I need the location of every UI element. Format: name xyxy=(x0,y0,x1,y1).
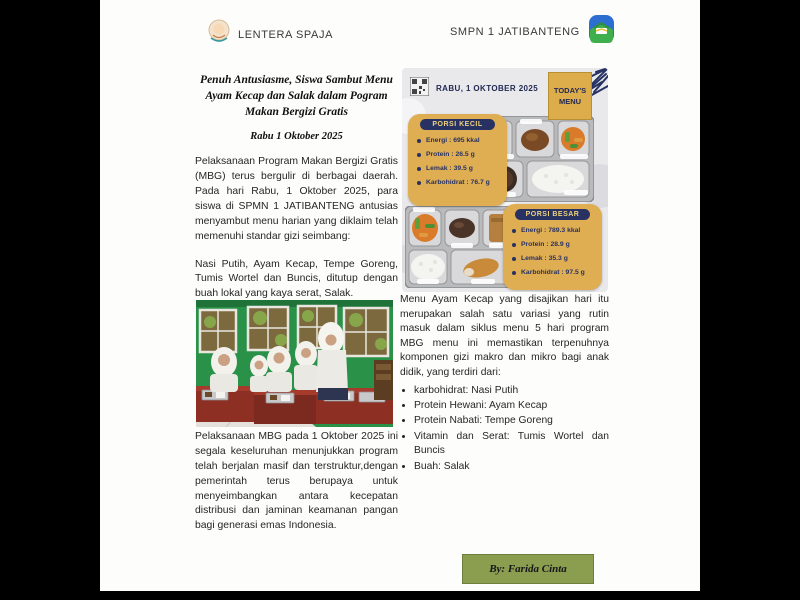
nutrition-row xyxy=(509,255,596,262)
list-item: • karbohidrat: Nasi Putih xyxy=(414,384,609,398)
bullet-dot-icon xyxy=(512,271,516,275)
header-right xyxy=(450,14,615,49)
newsletter-page xyxy=(100,0,700,591)
nutrition-row xyxy=(414,137,501,144)
list-item: • Vitamin dan Serat: Tumis Wortel dan Buncis xyxy=(414,430,609,459)
bullet-dot-icon xyxy=(512,229,516,233)
nutrition-row xyxy=(509,227,596,234)
left-column-bottom xyxy=(195,430,398,545)
left-column xyxy=(195,72,398,313)
todays-menu-badge xyxy=(548,72,592,120)
list-item: • Protein Nabati: Tempe Goreng xyxy=(414,414,609,428)
header-left xyxy=(206,18,333,51)
bullet-dot-icon xyxy=(512,257,516,261)
lentera-spaja-logo-icon xyxy=(206,18,232,51)
bullet-dot-icon xyxy=(417,153,421,157)
lemak-value: Lemak : 35.3 g xyxy=(521,255,568,262)
lemak-value: Lemak : 39.5 g xyxy=(426,165,473,172)
bullet-dot-icon xyxy=(417,167,421,171)
nutrition-row xyxy=(414,151,501,158)
energi-value: Energi : 695 kkal xyxy=(426,137,480,144)
article-paragraph-1: Pelaksanaan Program Makan Bergizi Gratis (MBG) terus bergulir di berbagai daerah. Pada hari Rabu, 1 Oktober 2025, para siswa di SPMN 1 JATIBANTENG antusias menyambut menu harian yang diklaim telah memenuhi standar gizi seimbang: xyxy=(195,156,398,242)
bullet-dot-icon xyxy=(417,181,421,185)
author-byline: By: Farida Cinta xyxy=(462,554,594,584)
classroom-photo xyxy=(196,300,393,427)
school-logo-icon xyxy=(588,14,615,49)
nutrition-row xyxy=(414,179,501,186)
qr-code-icon xyxy=(410,77,429,101)
porsi-kecil-card xyxy=(408,114,507,206)
right-column-text xyxy=(400,293,609,474)
menu-card-date: RABU, 1 OKTOBER 2025 xyxy=(436,84,539,93)
todays-menu-card xyxy=(402,68,608,292)
todays-menu-line2: MENU xyxy=(558,97,582,106)
bullet-dot-icon xyxy=(417,139,421,143)
lentera-spaja-label: LENTERA SPAJA xyxy=(238,28,334,41)
nutrition-row xyxy=(509,241,596,248)
nutrition-row xyxy=(414,165,501,172)
school-name-label: SMPN 1 JATIBANTENG xyxy=(450,25,580,38)
porsi-kecil-title: PORSI KECIL xyxy=(420,119,495,130)
article-title: Penuh Antusiasme, Siswa Sambut Menu Ayam Kecap dan Salak dalam Pogram Makan Bergizi Gratis xyxy=(200,74,393,119)
nutrition-row xyxy=(509,269,596,276)
energi-value: Energi : 789.3 kkal xyxy=(521,227,581,234)
porsi-besar-card xyxy=(503,204,602,290)
article-paragraph-2: Nasi Putih, Ayam Kecap, Tempe Goreng, Tumis Wortel dan Buncis, ditutup dengan buah lokal yang kaya serat, Salak. xyxy=(195,258,398,300)
menu-description-paragraph: Menu Ayam Kecap yang disajikan hari itu merupakan salah satu variasi yang rutin masuk dalam siklus menu 5 hari program MBG menu ini memastikan terpenuhnya komponen gizi makro dan mikro bagi anak didik, yang terdiri dari: xyxy=(400,294,609,379)
protein-value: Protein : 28.9 g xyxy=(521,241,570,248)
list-item: • Buah: Salak xyxy=(414,460,609,474)
article-paragraph-3: Pelaksanaan MBG pada 1 Oktober 2025 ini segala keseluruhan menunjukkan program telah berjalan masif dan terstruktur,dengan pemerintah terus berupaya untuk menyeimbangkan antara kecepatan distribusi dan jaminan keamanan pangan bagi generasi emas Indonesia. xyxy=(195,431,398,532)
article-date: Rabu 1 Oktober 2025 xyxy=(250,131,343,143)
list-item: • Protein Hewani: Ayam Kecap xyxy=(414,399,609,413)
protein-value: Protein : 26.5 g xyxy=(426,151,475,158)
porsi-besar-tray-photo xyxy=(405,206,517,292)
karbohidrat-value: Karbohidrat : 76.7 g xyxy=(426,179,490,186)
todays-menu-line1: TODAY'S xyxy=(553,85,587,95)
karbohidrat-value: Karbohidrat : 97.5 g xyxy=(521,269,585,276)
menu-components-list xyxy=(400,384,609,474)
bullet-dot-icon xyxy=(512,243,516,247)
porsi-besar-title: PORSI BESAR xyxy=(515,209,590,220)
